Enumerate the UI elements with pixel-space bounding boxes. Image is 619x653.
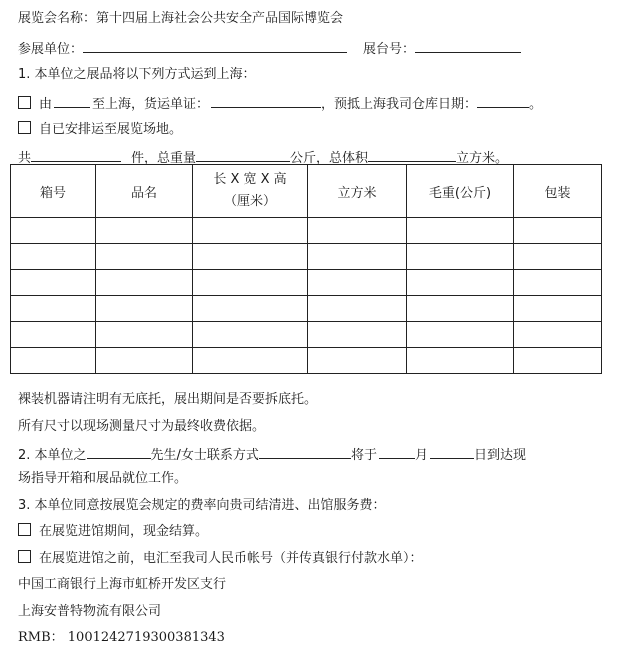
table-cell[interactable]: [96, 218, 193, 244]
bank-name: 中国工商银行上海市虹桥开发区支行: [18, 577, 227, 592]
fair-label: 展览会名称：: [18, 11, 97, 26]
table-cell[interactable]: [193, 244, 308, 270]
table-cell[interactable]: [407, 270, 514, 296]
col-packaging: 包装: [514, 165, 602, 218]
exhibitor-label: 参展单位：: [18, 42, 84, 57]
table-row: [11, 348, 602, 374]
month-field[interactable]: [379, 444, 415, 459]
table-row: [11, 218, 602, 244]
table-cell[interactable]: [407, 244, 514, 270]
table-cell[interactable]: [407, 348, 514, 374]
table-cell[interactable]: [514, 322, 602, 348]
col-product-name: 品名: [96, 165, 193, 218]
table-cell[interactable]: [11, 322, 96, 348]
period: 。: [529, 97, 543, 112]
section2-line2: 场指导开箱和展品就位工作。: [18, 471, 188, 486]
contact-label: 先生/女士联系方式: [150, 448, 259, 463]
table-cell[interactable]: [193, 270, 308, 296]
section3-title: 3. 本单位同意按展览会规定的费率向贵司结清进、出馆服务费：: [18, 498, 386, 513]
self-delivery-label: 自已安排运至展览场地。: [39, 122, 183, 137]
arrive-label: 日到达现: [473, 448, 526, 463]
weight-field[interactable]: [196, 147, 290, 162]
eta-date-field[interactable]: [477, 93, 529, 108]
checkbox-wire[interactable]: [18, 550, 31, 563]
table-cell[interactable]: [11, 348, 96, 374]
table-body: [11, 218, 602, 374]
exhibitor-line: [18, 38, 521, 59]
table-cell[interactable]: [11, 296, 96, 322]
waybill-field[interactable]: [211, 93, 321, 108]
section2-prefix: 2. 本单位之: [18, 448, 87, 463]
rmb-account: RMB： 1001242719300381343: [18, 630, 225, 645]
payment-option-cash: [18, 523, 208, 541]
table-cell[interactable]: [308, 244, 407, 270]
cubic-meter-label: 立方米。: [456, 151, 509, 166]
table-cell[interactable]: [193, 218, 308, 244]
from-label: 由: [39, 97, 53, 112]
shipping-option-1: [18, 93, 542, 114]
table-cell[interactable]: [308, 296, 407, 322]
table-row: [11, 244, 602, 270]
table-cell[interactable]: [96, 322, 193, 348]
pieces-field[interactable]: [31, 147, 121, 162]
checkbox-shipping-forwarder[interactable]: [18, 96, 31, 109]
weight-label: 件，总重量: [131, 151, 197, 166]
packing-list-table: [10, 164, 602, 374]
table-cell[interactable]: [96, 244, 193, 270]
contact-name-field[interactable]: [87, 444, 151, 459]
month-label: 月: [414, 448, 428, 463]
payment-option-wire: [18, 550, 423, 568]
origin-field[interactable]: [54, 93, 90, 108]
table-cell[interactable]: [514, 270, 602, 296]
table-cell[interactable]: [193, 322, 308, 348]
booth-label: 展台号：: [363, 42, 416, 57]
cash-label: 在展览进馆期间，现金结算。: [39, 524, 209, 539]
col-case-no: 箱号: [11, 165, 96, 218]
table-row: [11, 270, 602, 296]
table-cell[interactable]: [96, 270, 193, 296]
table-cell[interactable]: [407, 296, 514, 322]
table-cell[interactable]: [193, 348, 308, 374]
will-label: 将于: [350, 448, 377, 463]
col-dimensions: 长 X 宽 X 高 （厘米）: [193, 165, 308, 218]
table-cell[interactable]: [308, 322, 407, 348]
to-shanghai-label: 至上海，货运单证：: [92, 97, 210, 112]
table-cell[interactable]: [308, 348, 407, 374]
table-header-row: [11, 165, 602, 218]
table-cell[interactable]: [11, 270, 96, 296]
eta-label: ，预抵上海我司仓库日期：: [321, 97, 478, 112]
shipping-option-2: [18, 121, 182, 139]
volume-field[interactable]: [368, 147, 456, 162]
note-base: 裸装机器请注明有无底托，展出期间是否要拆底托。: [18, 392, 318, 407]
table-cell[interactable]: [308, 270, 407, 296]
table-row: [11, 296, 602, 322]
table-cell[interactable]: [193, 296, 308, 322]
section1-title: 1. 本单位之展品将以下列方式运到上海：: [18, 67, 256, 82]
section2-line1: [18, 444, 526, 465]
table-cell[interactable]: [514, 348, 602, 374]
wire-label: 在展览进馆之前，电汇至我司人民币帐号（并传真银行付款水单）：: [39, 551, 423, 566]
table-cell[interactable]: [514, 218, 602, 244]
checkbox-cash[interactable]: [18, 523, 31, 536]
col-cubic-meters: 立方米: [308, 165, 407, 218]
booth-field[interactable]: [415, 38, 521, 53]
volume-label: 公斤，总体积: [290, 151, 369, 166]
exhibitor-field[interactable]: [83, 38, 347, 53]
table-cell[interactable]: [96, 296, 193, 322]
total-label: 共: [18, 151, 32, 166]
day-field[interactable]: [430, 444, 474, 459]
fair-name-line: [18, 10, 343, 28]
company-name: 上海安普特物流有限公司: [18, 604, 162, 619]
note-measure: 所有尺寸以现场测量尺寸为最终收费依据。: [18, 419, 266, 434]
table-cell[interactable]: [514, 296, 602, 322]
table-cell[interactable]: [96, 348, 193, 374]
contact-phone-field[interactable]: [259, 444, 351, 459]
table-cell[interactable]: [308, 218, 407, 244]
checkbox-self-delivery[interactable]: [18, 121, 31, 134]
table-cell[interactable]: [11, 244, 96, 270]
table-cell[interactable]: [11, 218, 96, 244]
table-row: [11, 322, 602, 348]
table-cell[interactable]: [407, 218, 514, 244]
table-cell[interactable]: [407, 322, 514, 348]
table-cell[interactable]: [514, 244, 602, 270]
fair-name: 第十四届上海社会公共安全产品国际博览会: [96, 11, 344, 26]
col-gross-weight: 毛重(公斤): [407, 165, 514, 218]
